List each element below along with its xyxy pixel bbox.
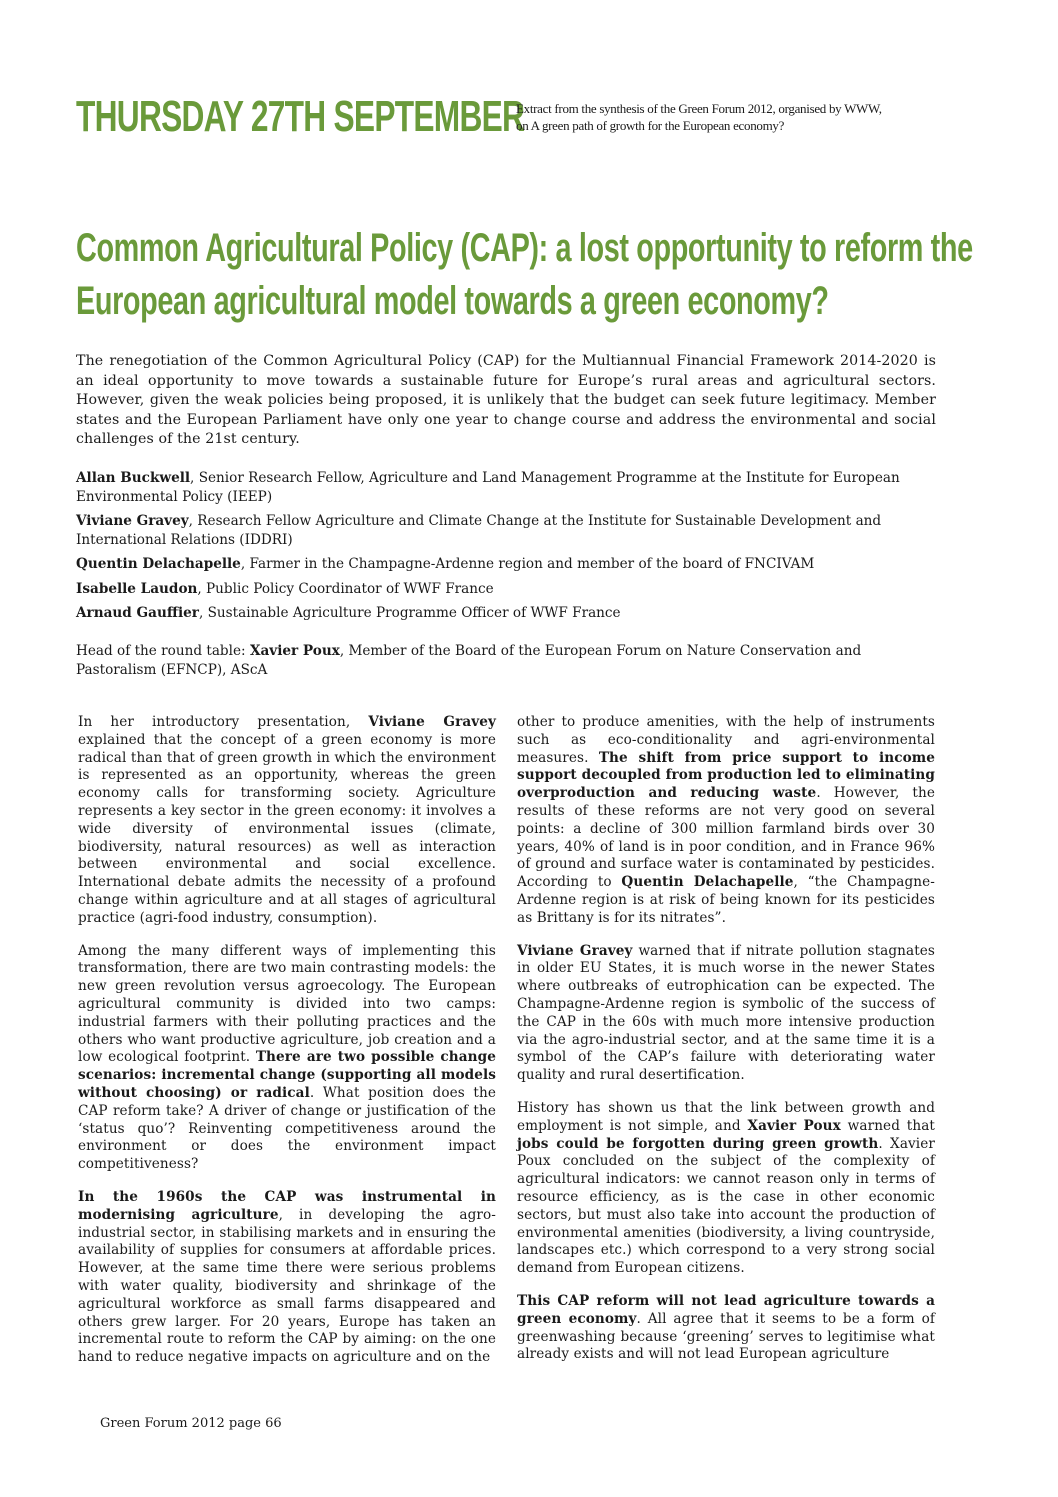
text-run: . Xavier Poux concluded on the subject of the complexity of agricultural indicators: we cannot reason only in terms of resource efficiency, as is the case in other economic sectors, but must also take into account the production of environmental amenities (biodiversity, a living countryside, landscapes etc.) which correspond to a very strong social demand from European citizens. bbox=[517, 1135, 935, 1277]
text-run: , in developing the agro-industrial sector, in stabilising markets and in ensuring the availability of supplies for consumers at affordable prices. However, at the same time there were serious problems with water quality, biodiversity and shrinkage of the agricultural workforce as small farms disappeared and others grew larger. For 20 years, Europe has taken an incremental route to reform the CAP by aiming: on the one hand to reduce negative impacts on agriculture and on the bbox=[78, 1206, 496, 1366]
left-column bbox=[78, 714, 496, 1382]
text-run: In her introductory presentation, bbox=[78, 714, 369, 730]
speaker bbox=[76, 555, 936, 574]
bold-text: This CAP reform will not lead agriculture towards a green economy bbox=[517, 1292, 935, 1327]
text-run: . However, the results of these reforms are not very good on several points: a decline of 300 million farmland birds over 30 years, 40% of land is in poor condition, and in France 96% of ground and surface water is contaminated by pesticides. According to bbox=[517, 785, 935, 891]
speakers-list bbox=[76, 469, 936, 629]
title-line: European agricultural model towards a green economy? bbox=[76, 279, 829, 323]
bold-text: The shift from price support to income support decoupled from production led to eliminating overproduction and reducing waste bbox=[517, 749, 935, 802]
right-column bbox=[517, 714, 935, 1379]
speaker-role: , Public Policy Coordinator of WWF France bbox=[197, 580, 494, 597]
text-run: . All agree that it seems to be a form of greenwashing because ‘greening’ serves to legitimise what already exists and will not lead European agriculture bbox=[517, 1310, 935, 1363]
text-run: explained that the concept of a green economy is more radical than that of green growth in which the environment is represented as an opportunity, whereas the green economy calls for transforming society. Agriculture represents a key sector in the green economy: it involves a wide diversity of environmental issues (climate, biodiversity, natural resources) as well as interaction between environmental and social excellence. International debate admits the necessity of a profound change within agriculture and at all stages of agricultural practice (agri-food industry, consumption). bbox=[78, 731, 496, 926]
head-prefix: Head of the round table: bbox=[76, 643, 250, 659]
body-paragraph bbox=[517, 1293, 935, 1364]
speaker-name: Allan Buckwell bbox=[76, 470, 191, 486]
head-role: , Member of the Board of the European Forum on Nature Conservation and Pastoralism (EFNCP), AScA bbox=[76, 643, 862, 678]
extract-line: Extract from the synthesis of the Green Forum 2012, organised by WWW, bbox=[516, 101, 882, 116]
bold-text: Xavier Poux bbox=[747, 1117, 841, 1134]
text-run: , “the Champagne-Ardenne region is at risk of being known for its pesticides as Brittany is for its nitrates”. bbox=[517, 874, 935, 926]
speaker bbox=[76, 512, 936, 549]
speaker bbox=[76, 604, 936, 623]
bold-text: In the 1960s the CAP was instrumental in modernising agriculture bbox=[78, 1188, 496, 1223]
text-run: warned that if nitrate pollution stagnates in older EU States, it is much worse in the newer States where outbreaks of eutrophication can be expected. The Champagne-Ardenne region is symbolic of the success of the CAP in the 60s with much more intensive production via the agro-industrial sector, and at the same time it is a symbol of the CAP’s failure with deteriorating water quality and rural desertification. bbox=[517, 942, 935, 1084]
extract-note bbox=[516, 100, 956, 134]
round-table-head bbox=[76, 642, 936, 680]
extract-line: on A green path of growth for the European economy? bbox=[516, 118, 785, 133]
head-name: Xavier Poux bbox=[249, 643, 340, 659]
speaker bbox=[76, 469, 936, 506]
date-heading: THURSDAY 27TH SEPTEMBER bbox=[76, 92, 525, 141]
title-line: Common Agricultural Policy (CAP): a lost opportunity to reform the bbox=[76, 226, 973, 270]
body-paragraph bbox=[517, 943, 935, 1085]
body-paragraph bbox=[517, 1100, 935, 1278]
speaker-role: , Sustainable Agriculture Programme Officer of WWF France bbox=[198, 605, 621, 621]
speaker-name: Arnaud Gauffier bbox=[76, 605, 199, 621]
body-paragraph bbox=[517, 714, 935, 928]
speaker bbox=[76, 580, 936, 599]
bold-text: Viviane Gravey bbox=[368, 714, 496, 730]
speaker-role: , Farmer in the Champagne-Ardenne region and member of the board of FNCIVAM bbox=[240, 556, 815, 572]
speaker-name: Isabelle Laudon bbox=[76, 580, 198, 597]
text-run: warned that bbox=[840, 1117, 935, 1134]
article-title bbox=[76, 222, 973, 328]
page-footer: Green Forum 2012 page 66 bbox=[100, 1416, 282, 1431]
body-paragraph bbox=[78, 943, 496, 1174]
bold-text: jobs could be forgotten during green growth bbox=[517, 1135, 879, 1152]
text-run: other to produce amenities, with the help of instruments such as eco-conditionality and agri-environmental measures. bbox=[517, 714, 935, 766]
speaker-name: Viviane Gravey bbox=[76, 513, 189, 529]
body-paragraph bbox=[78, 714, 496, 928]
intro-paragraph: The renegotiation of the Common Agricultural Policy (CAP) for the Multiannual Financial Framework 2014-2020 is an ideal opportunity to move towards a sustainable future for Europe’s rural areas and agricultural sectors. However, given the weak policies being proposed, it is unlikely that the budget can seek future legitimacy. Member states and the European Parliament have only one year to change course and address the environmental and social challenges of the 21st century. bbox=[76, 353, 936, 448]
bold-text: There are two possible change scenarios: incremental change (supporting all models without choosing) or radical bbox=[78, 1049, 496, 1101]
bold-text: Viviane Gravey bbox=[517, 942, 633, 959]
body-paragraph bbox=[78, 1189, 496, 1367]
speaker-role: , Senior Research Fellow, Agriculture and Land Management Programme at the Institute for European Environmental Policy (IEEP) bbox=[76, 470, 900, 505]
text-run: Among the many different ways of implementing this transformation, there are two main contrasting models: the new green revolution versus agroecology. The European agricultural community is divided into two camps: industrial farmers with their polluting practices and the others who want productive agriculture, job creation and a low ecological footprint. bbox=[78, 942, 496, 1066]
text-run: . What position does the CAP reform take? A driver of change or justification of the ‘status quo’? Reinventing competitiveness around the environment or does the environment impact competitiveness? bbox=[78, 1084, 496, 1173]
speaker-name: Quentin Delachapelle bbox=[76, 556, 241, 572]
speaker-role: , Research Fellow Agriculture and Climate Change at the Institute for Sustainable Development and International Relations (IDDRI) bbox=[76, 513, 882, 548]
bold-text: Quentin Delachapelle bbox=[621, 874, 794, 891]
text-run: History has shown us that the link between growth and employment is not simple, and bbox=[517, 1099, 935, 1134]
